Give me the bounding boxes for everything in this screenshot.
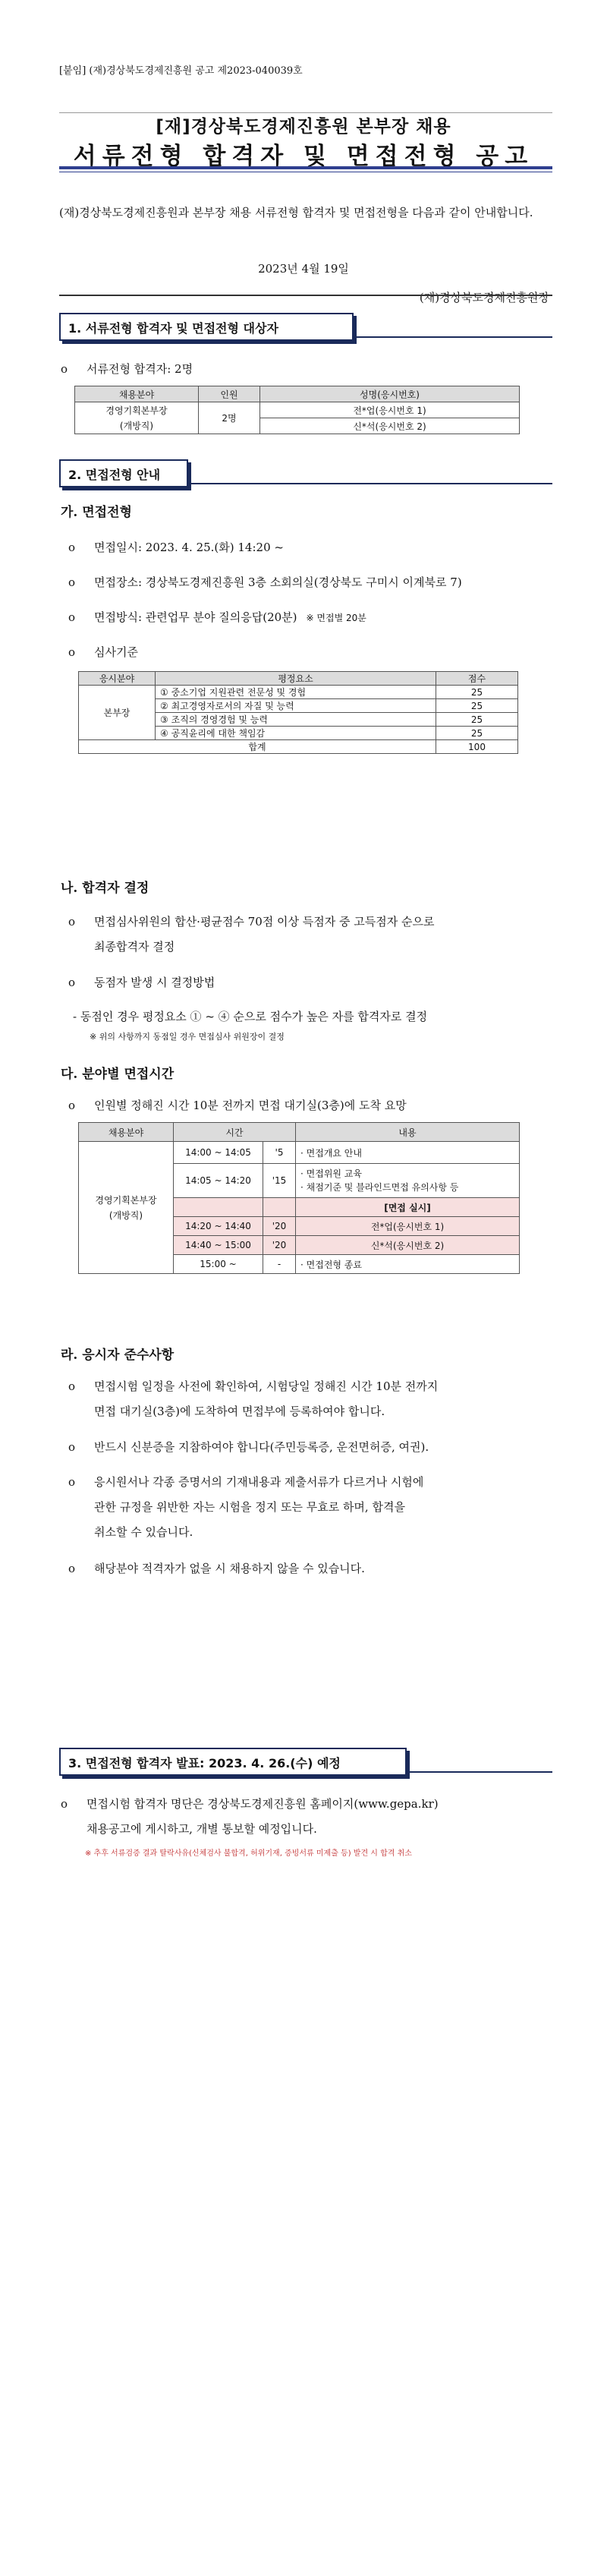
td-field: 경영기획본부장 (개방직) <box>79 1142 174 1274</box>
td-criteria-2: ② 최고경영자로서의 자질 및 능력 <box>156 699 436 713</box>
interview-location: o 면접장소: 경상북도경제진흥원 3층 소회의실(경상북도 구미시 이계북로 7) <box>68 570 462 595</box>
td-content: · 면접위원 교육 · 채점기준 및 블라인드면접 유의사항 등 <box>296 1164 520 1198</box>
td-dur: '20 <box>263 1236 296 1255</box>
td-content: 신*석(응시번호 2) <box>296 1236 520 1255</box>
subsection-ga: 가. 면접전형 <box>61 505 132 520</box>
header-divider <box>59 295 552 296</box>
subsection-na: 나. 합격자 결정 <box>61 881 149 896</box>
td-field: 경영기획본부장 (개방직) <box>75 402 199 434</box>
circle-bullet-icon: o <box>61 362 68 376</box>
criteria-bullet: o 심사기준 <box>68 640 138 665</box>
td-content: 전*업(응시번호 1) <box>296 1217 520 1236</box>
td-criteria-1: ① 중소기업 지원관련 전문성 및 경험 <box>156 686 436 699</box>
circle-bullet-icon: o <box>68 976 76 989</box>
pass-decision: o 면접심사위원의 합산·평균점수 70점 이상 득점자 중 고득점자 순으로 최종합격자 결정 <box>68 910 434 960</box>
organization-name: (재)경상북도경제진흥원장 <box>419 291 549 304</box>
td-time: 14:40 ~ 15:00 <box>174 1236 263 1255</box>
th-names: 성명(응시번호) <box>260 386 520 402</box>
th-score: 점수 <box>436 672 518 686</box>
td-time: 14:20 ~ 14:40 <box>174 1217 263 1236</box>
td-content: · 면접개요 안내 <box>296 1142 520 1164</box>
td-total-label: 합계 <box>79 740 436 754</box>
th-time: 시간 <box>174 1123 296 1142</box>
interview-datetime: o 면접일시: 2023. 4. 25.(화) 14:20 ~ <box>68 535 284 560</box>
doc-pass-table <box>74 386 520 434</box>
circle-bullet-icon: o <box>68 610 76 624</box>
td-dur: '20 <box>263 1217 296 1236</box>
criteria-table <box>78 671 518 754</box>
result-notice: o 면접시험 합격자 명단은 경상북도경제진흥원 홈페이지(www.gepa.kr) 채용공고에 게시하고, 개별 통보할 예정입니다. <box>61 1792 439 1842</box>
subsection-ra: 라. 응시자 준수사항 <box>61 1348 175 1363</box>
td-time: 15:00 ~ <box>174 1255 263 1274</box>
td-content: · 면접전형 종료 <box>296 1255 520 1274</box>
th-field: 채용분야 <box>75 386 199 402</box>
method-note: ※ 면접별 20분 <box>306 613 366 623</box>
attachment-note: [붙임] (재)경상북도경제진흥원 공고 제2023-040039호 <box>59 65 303 77</box>
td-dur <box>263 1198 296 1217</box>
td-time: 14:05 ~ 14:20 <box>174 1164 263 1198</box>
section3-heading: 3. 면접전형 합격자 발표: 2023. 4. 26.(수) 예정 <box>59 1748 407 1776</box>
circle-bullet-icon: o <box>68 1379 76 1393</box>
th-criteria: 평정요소 <box>156 672 436 686</box>
td-total: 100 <box>436 740 518 754</box>
subsection-da: 다. 분야별 면접시간 <box>61 1067 175 1082</box>
cancellation-warning: ※ 추후 서류검증 결과 탈락사유(신체검사 불합격, 허위기재, 증빙서류 미제출 등) 발견 시 합격 취소 <box>85 1849 412 1858</box>
rule-2: o 반드시 신분증을 지참하여야 합니다(주민등록증, 운전면허증, 여권). <box>68 1435 429 1460</box>
td-criteria-4: ④ 공직윤리에 대한 책임감 <box>156 727 436 740</box>
circle-bullet-icon: o <box>68 1440 76 1454</box>
doc-pass-count: 서류전형 합격자: 2명 <box>86 362 193 376</box>
td-score-2: 25 <box>436 699 518 713</box>
table-row <box>75 402 520 418</box>
rule-1: o 면접시험 일정을 사전에 확인하여, 시험당일 정해진 시간 10분 전까지 면접 대기실(3층)에 도착하여 면접부에 등록하여야 합니다. <box>68 1374 438 1424</box>
section1-heading: 1. 서류전형 합격자 및 면접전형 대상자 <box>59 313 354 341</box>
table-header-row <box>79 1123 520 1142</box>
table-row <box>79 686 518 699</box>
tie-rule: - 동점인 경우 평정요소 ① ~ ④ 순으로 점수가 높은 자를 합격자로 결정 <box>73 1010 428 1023</box>
td-time: 14:00 ~ 14:05 <box>174 1142 263 1164</box>
th-content: 내용 <box>296 1123 520 1142</box>
th-field: 응시분야 <box>79 672 156 686</box>
circle-bullet-icon: o <box>61 1797 68 1811</box>
th-field: 채용분야 <box>79 1123 174 1142</box>
tie-method: o 동점자 발생 시 결정방법 <box>68 970 215 995</box>
section2-heading: 2. 면접전형 안내 <box>59 459 188 487</box>
section1-bullet <box>61 357 193 382</box>
circle-bullet-icon: o <box>68 1475 76 1489</box>
table-header-row <box>79 672 518 686</box>
announcement-date: 2023년 4월 19일 <box>258 262 349 276</box>
table-row <box>79 1142 520 1164</box>
title-line-1: [재]경상북도경제진흥원 본부장 채용 <box>156 117 451 137</box>
circle-bullet-icon: o <box>68 1099 76 1112</box>
th-count: 인원 <box>199 386 260 402</box>
circle-bullet-icon: o <box>68 1562 76 1575</box>
title-bottom-rule <box>59 166 552 169</box>
td-name-2: 신*석(응시번호 2) <box>260 418 520 434</box>
td-name-1: 전*업(응시번호 1) <box>260 402 520 418</box>
td-score-4: 25 <box>436 727 518 740</box>
interview-method: o 면접방식: 관련업무 분야 질의응답(20분) ※ 면접별 20분 <box>68 605 366 631</box>
arrival-note: o 인원별 정해진 시간 10분 전까지 면접 대기실(3층)에 도착 요망 <box>68 1093 407 1118</box>
td-dur: - <box>263 1255 296 1274</box>
td-field: 본부장 <box>79 686 156 740</box>
circle-bullet-icon: o <box>68 575 76 589</box>
td-content-interview-label: [면접 실시] <box>296 1198 520 1217</box>
rule-4: o 해당분야 적격자가 없을 시 채용하지 않을 수 있습니다. <box>68 1556 365 1581</box>
td-score-3: 25 <box>436 713 518 727</box>
table-row <box>79 740 518 754</box>
intro-text: (재)경상북도경제진흥원과 본부장 채용 서류전형 합격자 및 면접전형을 다음과 같이 안내합니다. <box>59 206 533 219</box>
td-count: 2명 <box>199 402 260 434</box>
circle-bullet-icon: o <box>68 645 76 659</box>
td-dur: '5 <box>263 1142 296 1164</box>
table-header-row <box>75 386 520 402</box>
circle-bullet-icon: o <box>68 541 76 554</box>
td-time <box>174 1198 263 1217</box>
td-criteria-3: ③ 조직의 경영경험 및 능력 <box>156 713 436 727</box>
td-score-1: 25 <box>436 686 518 699</box>
title-line-2: 서류전형 합격자 및 면접전형 공고 <box>73 143 534 170</box>
circle-bullet-icon: o <box>68 915 76 929</box>
tie-note: ※ 위의 사항까지 동점일 경우 면접심사 위원장이 결정 <box>90 1032 285 1042</box>
td-dur: '15 <box>263 1164 296 1198</box>
rule-3: o 응시원서나 각종 증명서의 기재내용과 제출서류가 다르거나 시험에 관한 규정을 위반한 자는 시험을 정지 또는 무효로 하며, 합격을 취소할 수 있습니다. <box>68 1470 423 1545</box>
schedule-table <box>78 1122 520 1274</box>
